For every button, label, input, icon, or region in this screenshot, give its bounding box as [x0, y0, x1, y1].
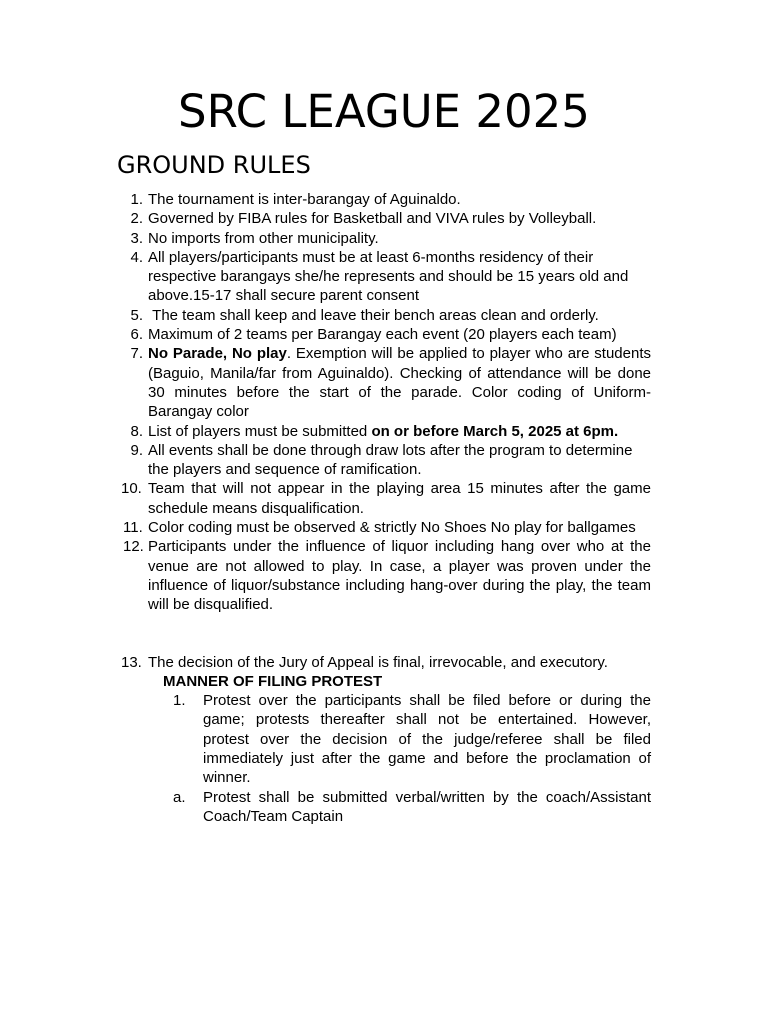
rule-number: 4.	[130, 248, 143, 266]
protest-item-text: Protest over the participants shall be filed before or during the game; protests thereafter shall not be entertained. However, protest over the decision of the judge/referee shall be filed immediately just after the game and before the proclamation of winner.	[203, 692, 651, 787]
rule-text: Team that will not appear in the playing area 15 minutes after the game schedule means disqualification.	[148, 480, 651, 517]
rule-bold-lead: No Parade, No play	[148, 345, 287, 363]
rule-text: Maximum of 2 teams per Barangay each event (20 players each team)	[148, 326, 617, 344]
protest-item-a	[117, 788, 651, 827]
rule-number: 12.	[123, 538, 144, 556]
rule-text: The tournament is inter-barangay of Aguinaldo.	[148, 191, 461, 208]
rule-text: . Exemption will be applied to player who are students (Baguio, Manila/far from Aguinaldo). Checking of attendance will be done 30 minutes before the start of the parade. Color coding of Uniform-Barangay color	[148, 345, 651, 421]
rule-text: All events shall be done through draw lots after the program to determine the players and sequence of ramification.	[148, 441, 633, 479]
protest-heading: MANNER OF FILING PROTEST	[163, 672, 383, 690]
rule-bold-deadline: on or before March 5, 2025 at 6pm.	[371, 422, 619, 440]
spacer	[117, 615, 651, 653]
protest-item-text: Protest shall be submitted verbal/written by the coach/Assistant Coach/Team Captain	[203, 788, 651, 825]
rule-item-9	[117, 441, 651, 480]
protest-item-number: 1.	[173, 692, 186, 710]
rule-text: Governed by FIBA rules for Basketball and VIVA rules by Volleyball.	[148, 210, 597, 228]
rule-item-5	[117, 306, 651, 325]
rule-number: 8.	[130, 422, 143, 440]
rule-text: Color coding must be observed & strictly No Shoes No play for ballgames	[148, 519, 636, 537]
rule-number: 6.	[130, 326, 143, 344]
rule-number: 9.	[130, 441, 143, 459]
rule-text: No imports from other municipality.	[148, 229, 379, 247]
rule-item-3	[117, 229, 651, 248]
rule-item-11	[117, 518, 651, 537]
protest-item-1	[117, 691, 651, 787]
rule-number: 5.	[130, 306, 143, 324]
rule-text: List of players must be submitted	[148, 422, 372, 440]
rule-item-7	[117, 344, 651, 421]
rule-item-1	[117, 190, 651, 209]
rule-text: The decision of the Jury of Appeal is final, irrevocable, and executory.	[148, 653, 608, 671]
rule-item-2	[117, 209, 651, 228]
rule-number: 2.	[130, 210, 143, 228]
rule-number: 1.	[130, 191, 143, 208]
rule-number: 10.	[121, 480, 142, 498]
ground-rules-list	[117, 190, 651, 826]
rule-item-6	[117, 325, 651, 344]
rule-text: The team shall keep and leave their bench areas clean and orderly.	[148, 306, 599, 324]
rule-item-13	[117, 653, 651, 672]
rule-number: 13.	[121, 653, 142, 671]
rule-item-10	[117, 479, 651, 518]
rule-number: 3.	[130, 229, 143, 247]
rule-item-8	[117, 422, 651, 441]
protest-item-number: a.	[173, 788, 186, 806]
rule-item-4	[117, 248, 651, 306]
rule-item-12	[117, 537, 651, 614]
rule-text: Participants under the influence of liquor including hang over who at the venue are not allowed to play. In case, a player was proven under the influence of liquor/substance including hang-over during the play, the team will be disqualified.	[148, 538, 651, 614]
document-title: SRC LEAGUE 2025	[178, 85, 590, 138]
rule-number: 7.	[130, 345, 143, 363]
section-heading-ground-rules: GROUND RULES	[117, 151, 311, 179]
rule-number: 11.	[123, 519, 143, 537]
rule-text: All players/participants must be at least 6-months residency of their respective barangays she/he represents and should be 15 years old and above.15-17 shall secure parent consent	[148, 248, 629, 305]
